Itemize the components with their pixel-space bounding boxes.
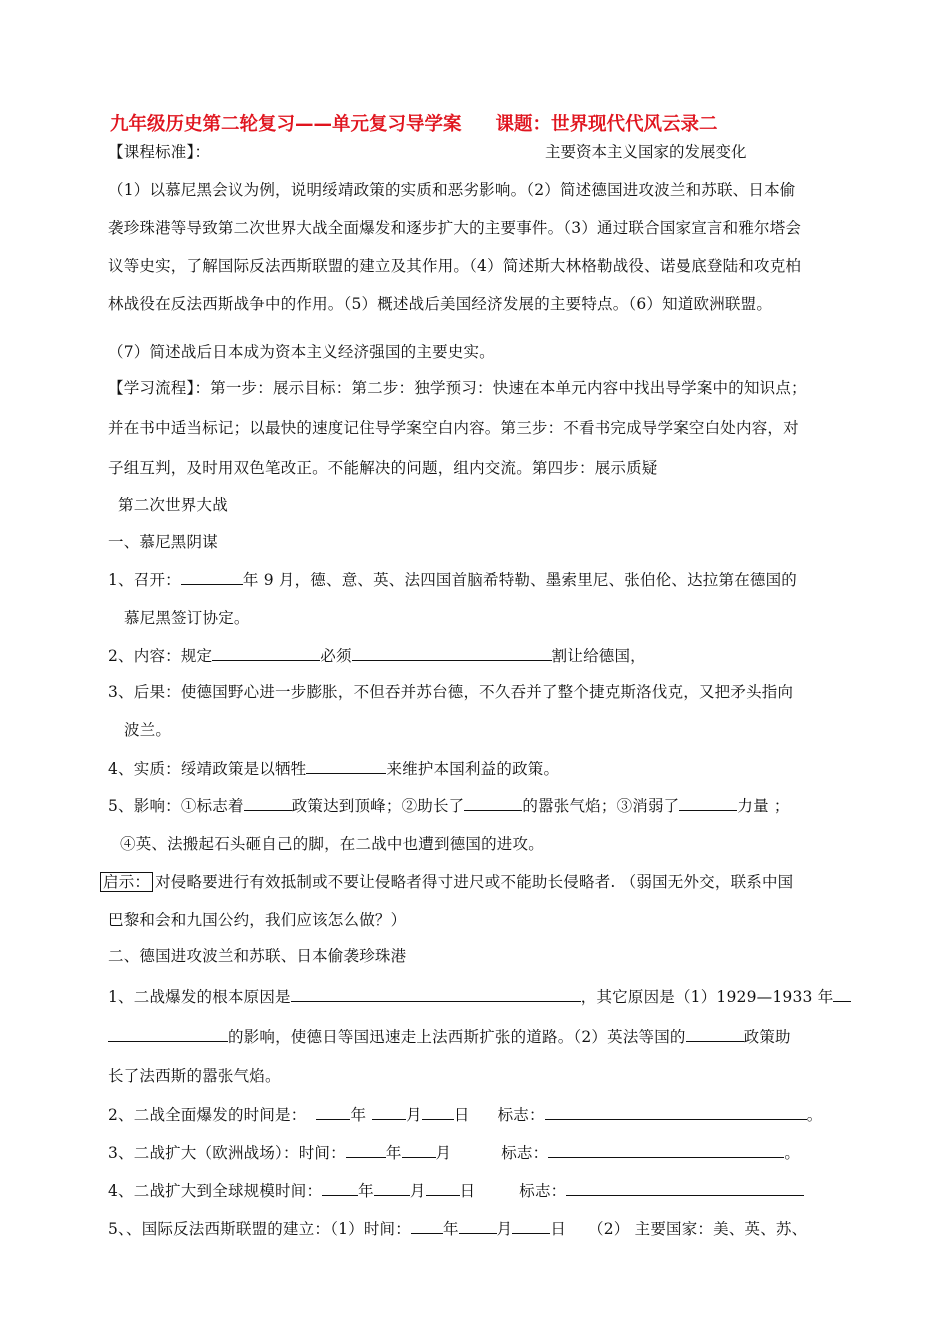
part1-item5: 5、影响：①标志着 政策达到顶峰；②助长了 的嚣张气焰；③消弱了 力量 ； bbox=[108, 797, 790, 815]
part1-item4: 4、实质：绥靖政策是以牺牲 来维护本国利益的政策。 bbox=[108, 760, 560, 778]
standard-line: （1）以慕尼黑会议为例，说明绥靖政策的实质和恶劣影响。（2）简述德国进攻波兰和苏联、日本偷 bbox=[108, 181, 796, 199]
insight-label: 启示： bbox=[100, 872, 153, 892]
blank[interactable] bbox=[512, 1218, 550, 1234]
part2-item1: 1、二战爆发的根本原因是 ，其它原因是（1）1929—1933 年 bbox=[108, 986, 851, 1007]
standard-label: 【课程标准】： bbox=[108, 143, 211, 161]
process-line: 子组互判，及时用双色笔改正。不能解决的问题，组内交流。第四步：展示质疑 bbox=[108, 459, 658, 477]
blank[interactable] bbox=[464, 795, 522, 811]
blank[interactable] bbox=[306, 758, 386, 774]
blank[interactable] bbox=[316, 1104, 350, 1120]
insight-line: 启示： 对侵略要进行有效抵制或不要让侵略者得寸进尺或不能助长侵略者. （弱国无外交，联系中国 bbox=[100, 872, 793, 892]
blank[interactable] bbox=[352, 645, 552, 661]
standard-line: （7）简述战后日本成为资本主义经济强国的主要史实。 bbox=[108, 343, 495, 361]
part2-item2: 2、二战全面爆发的时间是： 年 月 日 标志： 。 bbox=[108, 1106, 823, 1124]
blank[interactable] bbox=[372, 1104, 406, 1120]
blank[interactable] bbox=[181, 569, 243, 585]
subtitle: 主要资本主义国家的发展变化 bbox=[545, 143, 747, 161]
blank[interactable] bbox=[402, 1142, 436, 1158]
part1-item1: 1、召开： 年 9 月，德、意、英、法四国首脑希特勒、墨索里尼、张伯伦、达拉第在德国的 bbox=[108, 571, 797, 589]
part1-item1-cont: 慕尼黑签订协定。 bbox=[124, 609, 250, 627]
part1-item3: 3、后果：使德国野心进一步膨胀，不但吞并苏台德，不久吞并了整个捷克斯洛伐克，又把矛头指向 bbox=[108, 683, 794, 701]
blank[interactable] bbox=[548, 1142, 784, 1158]
insight-cont: 巴黎和会和九国公约，我们应该怎么做？） bbox=[108, 911, 407, 929]
blank[interactable] bbox=[422, 1104, 454, 1120]
blank[interactable] bbox=[244, 795, 292, 811]
process-line: 并在书中适当标记；以最快的速度记住导学案空白内容。第三步：不看书完成导学案空白处内容，对 bbox=[108, 419, 799, 437]
blank[interactable] bbox=[411, 1218, 443, 1234]
standard-line: 议等史实，了解国际反法西斯联盟的建立及其作用。（4）简述斯大林格勒战役、诺曼底登陆和攻克柏 bbox=[108, 257, 802, 275]
blank[interactable] bbox=[291, 986, 581, 1002]
blank[interactable] bbox=[426, 1180, 460, 1196]
page-title: 九年级历史第二轮复习——单元复习导学案 课题：世界现代代风云录二 bbox=[110, 114, 718, 135]
blank[interactable] bbox=[322, 1180, 358, 1196]
part1-item3-cont: 波兰。 bbox=[124, 721, 172, 739]
blank[interactable] bbox=[686, 1026, 744, 1042]
part2-item3: 3、二战扩大（欧洲战场）：时间： 年 月 标志： 。 bbox=[108, 1144, 801, 1162]
blank[interactable] bbox=[108, 1026, 228, 1042]
part2-item1-end: 长了法西斯的嚣张气焰。 bbox=[108, 1067, 281, 1085]
blank[interactable] bbox=[346, 1142, 386, 1158]
standard-line: 袭珍珠港等导致第二次世界大战全面爆发和逐步扩大的主要事件。（3）通过联合国家宣言和雅尔塔会 bbox=[108, 219, 802, 237]
blank[interactable] bbox=[566, 1180, 804, 1196]
blank[interactable] bbox=[833, 986, 851, 1002]
part1-item5-cont: ④英、法搬起石头砸自己的脚，在二战中也遭到德国的进攻。 bbox=[120, 835, 544, 853]
part2-heading: 二、德国进攻波兰和苏联、日本偷袭珍珠港 bbox=[108, 947, 407, 965]
part2-item1-cont: 的影响，使德日等国迅速走上法西斯扩张的道路。（2）英法等国的 政策助 bbox=[108, 1026, 791, 1047]
part2-item5: 5、、国际反法西斯联盟的建立：（1）时间： 年 月 日 （2） 主要国家：美、英、苏、 bbox=[108, 1220, 808, 1238]
part1-item2: 2、内容：规定 必须 割让给德国， bbox=[108, 647, 646, 665]
standard-line: 林战役在反法西斯战争中的作用。（5）概述战后美国经济发展的主要特点。（6）知道欧洲联盟。 bbox=[108, 295, 773, 313]
process-line: 【学习流程】：第一步：展示目标：第二步：独学预习：快速在本单元内容中找出导学案中的知识点； bbox=[108, 379, 807, 397]
part2-item4: 4、二战扩大到全球规模时间： 年 月 日 标志： bbox=[108, 1180, 804, 1201]
section-heading: 第二次世界大战 bbox=[118, 496, 228, 514]
blank[interactable] bbox=[212, 645, 320, 661]
part1-heading: 一、慕尼黑阴谋 bbox=[108, 533, 218, 551]
blank[interactable] bbox=[545, 1104, 807, 1120]
blank[interactable] bbox=[459, 1218, 497, 1234]
blank[interactable] bbox=[374, 1180, 410, 1196]
blank[interactable] bbox=[679, 795, 737, 811]
